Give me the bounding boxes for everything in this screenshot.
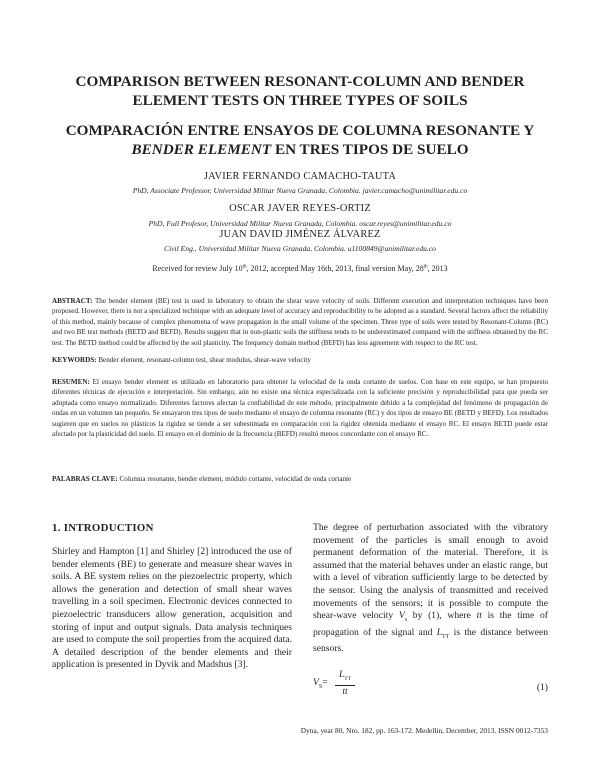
title-english (30, 72, 570, 110)
equation-num-sub: TT (344, 675, 352, 682)
right-text-2: by (1), where (407, 610, 477, 622)
title-spanish-line-2 (30, 140, 570, 159)
equation-1 (313, 669, 548, 699)
tt-variable: tt (476, 610, 482, 622)
title-spanish-line-1: COMPARACIÓN ENTRE ENSAYOS DE COLUMNA RESONANTE Y (65, 122, 535, 139)
equation-lhs (313, 677, 328, 690)
abstract (52, 296, 548, 348)
received-text-3: , 2013 (427, 264, 448, 273)
title-spanish-italic: BENDER ELEMENT (131, 141, 272, 158)
equation-denominator: tt (342, 685, 348, 697)
received-text-1: Received for review July 10 (152, 264, 243, 273)
author-name-3: JUAN DAVID JIMÉNEZ ÁLVAREZ (219, 229, 381, 240)
received-text-2: , 2012, accepted May 16th, 2013, final version May, 28 (246, 264, 424, 273)
vs-subscript: s (404, 617, 408, 624)
resumen-label: RESUMEN: (52, 378, 90, 386)
keywords (52, 355, 548, 365)
received-sup-2: th (423, 264, 428, 270)
equation-lhs-sub: S (318, 683, 323, 690)
page-footer: Dyna, year 80, Nro. 182, pp. 163-172. Medellin, December, 2013. ISSN 0012-7353 (300, 726, 548, 735)
vs-variable: V (398, 610, 405, 622)
keywords-label: KEYWORDS: (52, 356, 97, 364)
palabras-clave (52, 474, 548, 484)
equation-numerator (335, 669, 355, 686)
resumen (52, 377, 548, 439)
received-line (30, 264, 570, 273)
section-heading-introduction: 1. INTRODUCTION (52, 522, 154, 534)
ltt-variable: L (436, 626, 443, 638)
abstract-text: The bender element (BE) test is used in laboratory to obtain the shear wave velocity of soils. Different execution and interpretation techniques have been proposed. However, there is not a specialized technique with an adequate level of accuracy and reproducibility to be adopted as a standard. Several factors affect the reliability of this method, mainly because of complex phenomena of wave propagation in the small volume of the specimen. Three type of soils were tested by Resonant-Column (RC) and two BE test methods (BETD and BEFD). Results suggest that in non-plastic soils the stiffness tends to be underestimated compared with the stiffness obtained by the RC test. The BETD method could be affected by the soil plasticity. The frequency domain method (BEFD) has less agreement with respect to the RC test. (52, 297, 548, 347)
palabras-label: PALABRAS CLAVE: (52, 475, 118, 483)
equation-num-var: L (338, 669, 345, 680)
intro-right-column (313, 522, 548, 656)
equation-number: (1) (536, 682, 548, 693)
author-affiliation-1: PhD, Associate Professor, Universidad Militar Nueva Granada, Colombia. javier.camacho@unimilitar.edu.co (132, 186, 468, 195)
abstract-label: ABSTRACT: (52, 297, 93, 305)
author-affiliation-2: PhD, Full Profesor, Universidad Militar Nueva Granada, Colombia. oscar.reyes@unimilitar.edu.co (148, 219, 452, 228)
title-english-line-1: COMPARISON BETWEEN RESONANT-COLUMN AND BENDER (75, 73, 525, 90)
equation-lhs-var: V (313, 677, 319, 688)
right-text-3: is the time of propagation of the signal and (313, 610, 548, 638)
ltt-subscript: TT (442, 633, 450, 640)
author-name-2: OSCAR JAVER REYES-ORTIZ (229, 203, 371, 214)
palabras-text: Columna resonante, bender element, módulo cortante, velocidad de onda cortante (117, 475, 352, 483)
keywords-text: Bender element, resonant-column test, shear modulus, shear-wave velocity (96, 356, 311, 364)
author-affiliation-3: Civil Eng., Universidad Militar Nueva Granada, Colombia. u1100849@unimilitar.edu.co (164, 244, 436, 253)
title-english-line-2: ELEMENT TESTS ON THREE TYPES OF SOILS (132, 92, 468, 109)
right-text-4: is the distance between sensors. (313, 626, 549, 655)
equation-fraction (335, 669, 355, 698)
intro-left-column: Shirley and Hampton [1] and Shirley [2] introduced the use of bender elements (BE) to generate and measure shear waves in soils. A BE system relies on the piezoelectric property, which allows the generation and detection of small shear waves travelling in a soil specimen. Electronic devices connected to piezoelectric transducers allow generation, acquisition and storing of input and output signals. Data analysis techniques are used to compute the soil properties from the acquired data. A detailed description of the bender elements and their application is presented in Dyvik and Madshus [3]. (52, 546, 292, 671)
title-spanish (30, 121, 570, 159)
title-spanish-rest: EN TRES TIPOS DE SUELO (271, 141, 469, 158)
right-text-1: The degree of perturbation associated with the vibratory movement of the particles is small enough to avoid permanent deformation of the material. Therefore, it is assumed that the material behaves under an elastic range, but with a level of vibration sufficiently large to be detected by the sensor. Using the analysis of transmitted and received movements of the sensors; it is possible to compute the shear-wave velocity (313, 522, 548, 622)
author-name-1: JAVIER FERNANDO CAMACHO-TAUTA (203, 171, 397, 182)
equation-equals: = (322, 677, 328, 688)
received-sup-1: th (242, 264, 247, 270)
resumen-text: El ensayo bender element es utilizado en laboratorio para obtener la velocidad de la onda cortante de suelos. Con base en este equipo, se han propuesto diferentes técnicas de ejecución e interpretación. Sin embargo, aún no existe una técnica especializada con la suficiente precisión y reproducibilidad para que pueda ser adoptada como ensayo normalizado. Diferentes factores afectan la confiabilidad de este método, principalmente debido a la complejidad del fenómeno de propagación de ondas en un volumen tan pequeño. Se ensayaron tres tipos de suelo mediante el ensayo de columna resonante (RC) y dos tipos de ensayo BE (BETD y BEFD). Los resultados sugieren que en suelos no plásticos la rigidez se tiende a ser subestimada en comparación con la rigidez obtenida mediante el ensayo RC. El ensayo BETD puede estar afectado por la plasticidad del suelo. El ensayo en el dominio de la frecuencia (BEFD) resultó menos concordante con el ensayo RC. (52, 378, 548, 439)
